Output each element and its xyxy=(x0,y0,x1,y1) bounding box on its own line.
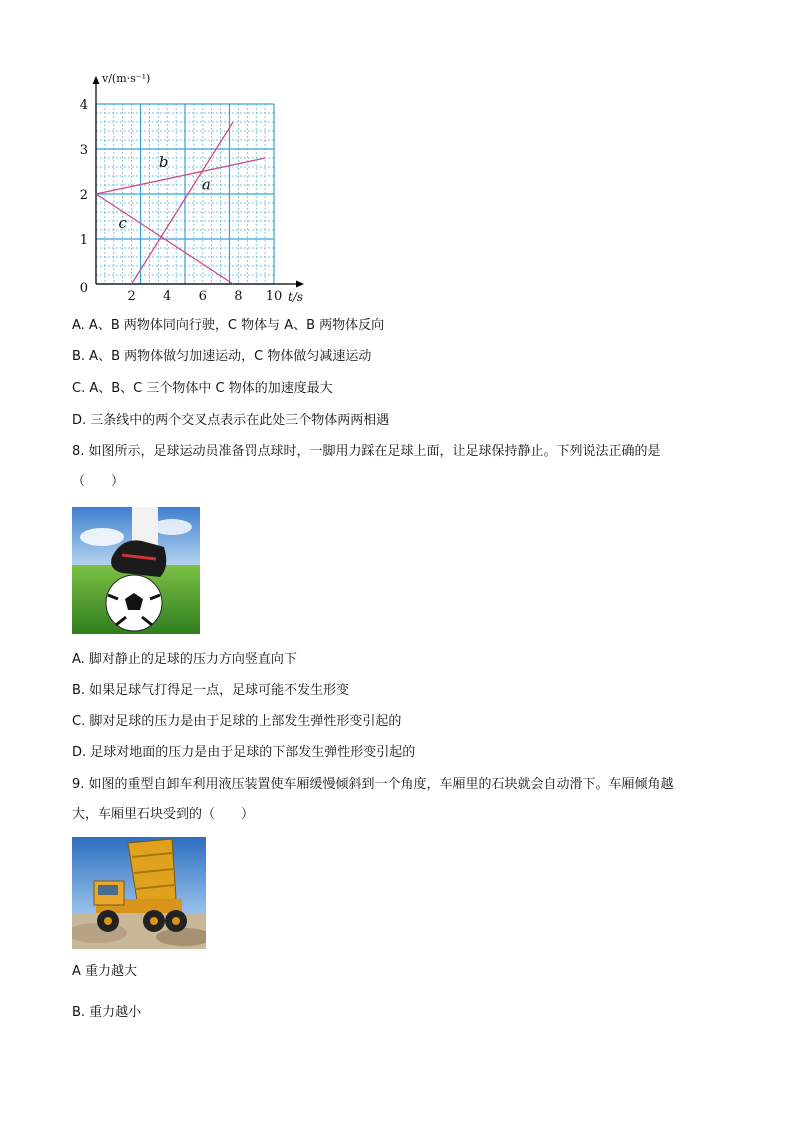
y-axis-label: v/(m·s⁻¹) xyxy=(102,72,151,85)
x-tick-label: 8 xyxy=(234,289,243,304)
q8-option-c: C. 脚对足球的压力是由于足球的上部发生弹性形变引起的 xyxy=(72,714,402,729)
series-label-b: b xyxy=(158,153,169,171)
series-label-c: c xyxy=(118,213,127,232)
q7-option-d: D. 三条线中的两个交叉点表示在此处三个物体两两相遇 xyxy=(72,413,390,428)
soccer-ball-photo xyxy=(72,507,200,634)
q8-option-d: D. 足球对地面的压力是由于足球的下部发生弹性形变引起的 xyxy=(72,745,416,760)
y-tick-label: 2 xyxy=(79,188,88,203)
q7-option-a: A. A、B 两物体同向行驶，C 物体与 A、B 两物体反向 xyxy=(72,318,385,333)
q7-option-b: B. A、B 两物体做匀加速运动，C 物体做匀减速运动 xyxy=(72,349,372,364)
q8-option-b: B. 如果足球气打得足一点，足球可能不发生形变 xyxy=(72,683,350,698)
vt-chart-svg xyxy=(76,62,316,312)
x-tick-label: 4 xyxy=(163,289,172,304)
q9-stem-cont: 大，车厢里石块受到的（ ） xyxy=(72,807,255,822)
q9-option-a: A 重力越大 xyxy=(72,964,138,979)
y-axis-arrow xyxy=(93,76,100,84)
q8-stem-blank: （ ） xyxy=(72,474,125,489)
q9-stem: 9. 如图的重型自卸车利用液压装置使车厢缓慢倾斜到一个角度，车厢里的石块就会自动滑下。车厢倾角越 xyxy=(72,777,674,792)
velocity-time-chart xyxy=(76,62,316,312)
q7-option-c: C. A、B、C 三个物体中 C 物体的加速度最大 xyxy=(72,381,333,396)
y-tick-label: 1 xyxy=(79,233,88,248)
origin-label: 0 xyxy=(79,281,88,296)
q8-option-a: A. 脚对静止的足球的压力方向竖直向下 xyxy=(72,652,297,667)
x-tick-label: 6 xyxy=(198,289,207,304)
series-label-a: a xyxy=(201,175,211,194)
q9-option-b: B. 重力越小 xyxy=(72,1005,142,1020)
y-tick-label: 3 xyxy=(79,143,88,158)
x-axis-arrow xyxy=(296,281,304,288)
x-axis-label: t/s xyxy=(288,290,304,304)
x-tick-label: 10 xyxy=(265,289,283,304)
dump-truck-photo xyxy=(72,837,206,949)
q8-stem: 8. 如图所示，足球运动员准备罚点球时，一脚用力踩在足球上面，让足球保持静止。下列说法正确的是 xyxy=(72,444,661,459)
y-tick-label: 4 xyxy=(79,98,88,113)
x-tick-label: 2 xyxy=(127,289,136,304)
